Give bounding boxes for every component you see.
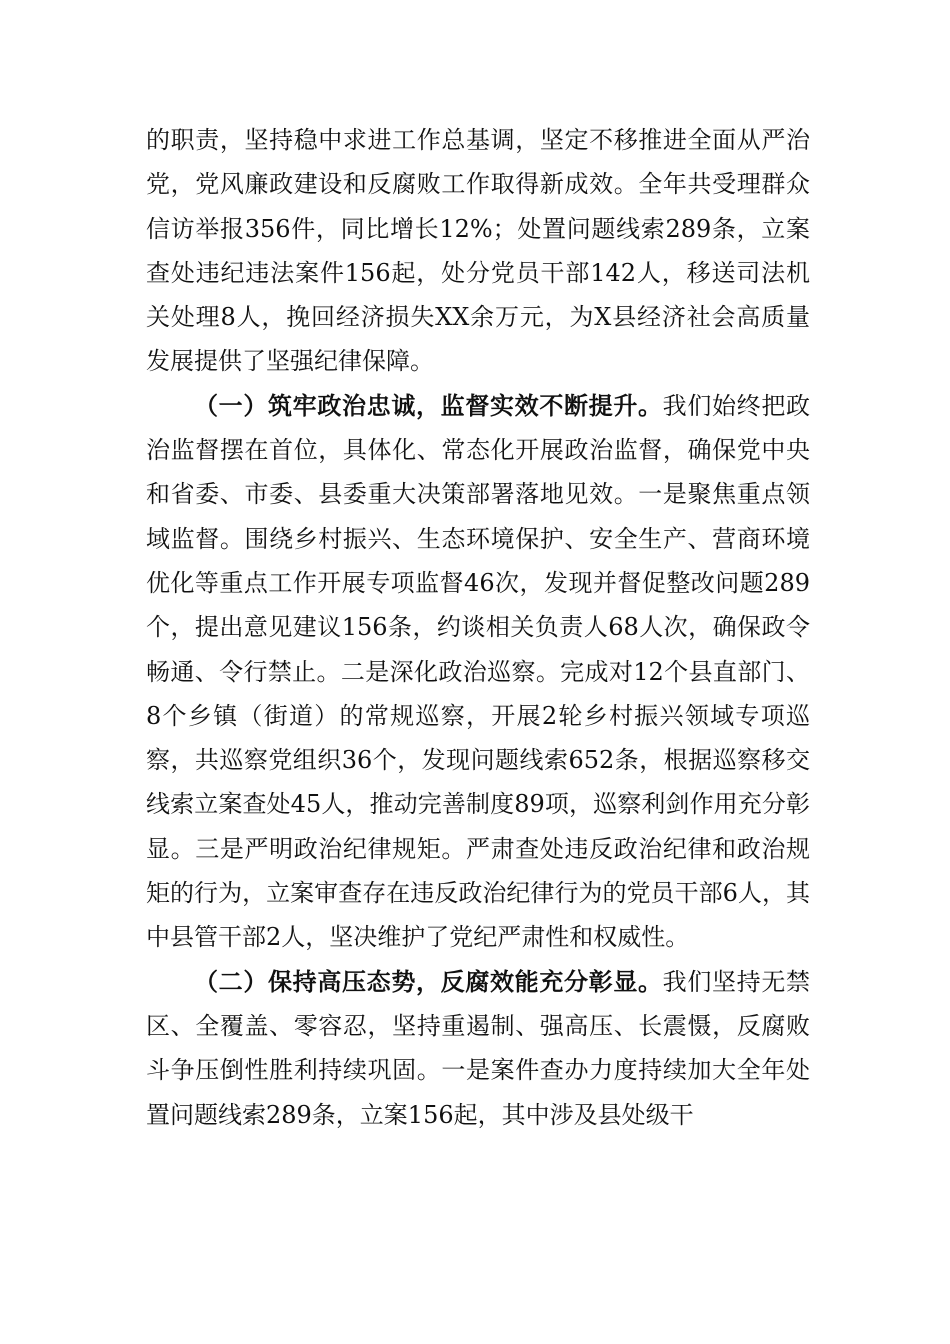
section-2-heading: （二）保持高压态势，反腐效能充分彰显。: [194, 966, 663, 996]
paragraph-intro-text: 的职责，坚持稳中求进工作总基调，坚定不移推进全面从严治党，党风廉政建设和反腐败工作取得新成效。全年共受理群众信访举报356件，同比增长12%；处置问题线索289条，立案查处违纪违法案件156起，处分党员干部142人，移送司法机关处理8人，挽回经济损失XX余万元，为X县经济社会高质量发展提供了坚强纪律保障。: [146, 126, 810, 376]
section-1-text: 我们始终把政治监督摆在首位，具体化、常态化开展政治监督，确保党中央和省委、市委、县委重大决策部署落地见效。一是聚焦重点领域监督。围绕乡村振兴、生态环境保护、安全生产、营商环境优化等重点工作开展专项监督46次，发现并督促整改问题289个，提出意见建议156条，约谈相关负责人68人次，确保政令畅通、令行禁止。二是深化政治巡察。完成对12个县直部门、8个乡镇（街道）的常规巡察，开展2轮乡村振兴领域专项巡察，共巡察党组织36个，发现问题线索652条，根据巡察移交线索立案查处45人，推动完善制度89项，巡察利剑作用充分彰显。三是严明政治纪律规矩。严肃查处违反政治纪律和政治规矩的行为，立案审查存在违反政治纪律行为的党员干部6人，其中县管干部2人，坚决维护了党纪严肃性和权威性。: [146, 391, 811, 952]
document-body: [146, 118, 810, 1137]
paragraph-section-2: [146, 960, 810, 1137]
paragraph-section-1: [146, 384, 810, 960]
section-1-heading: （一）筑牢政治忠诚，监督实效不断提升。: [194, 390, 663, 420]
section-2-text: 我们坚持无禁区、全覆盖、零容忍，坚持重遏制、强高压、长震慑，反腐败斗争压倒性胜利持续巩固。一是案件查办力度持续加大全年处置问题线索289条，立案156起，其中涉及县处级干: [146, 967, 811, 1129]
paragraph-intro: [146, 118, 810, 384]
